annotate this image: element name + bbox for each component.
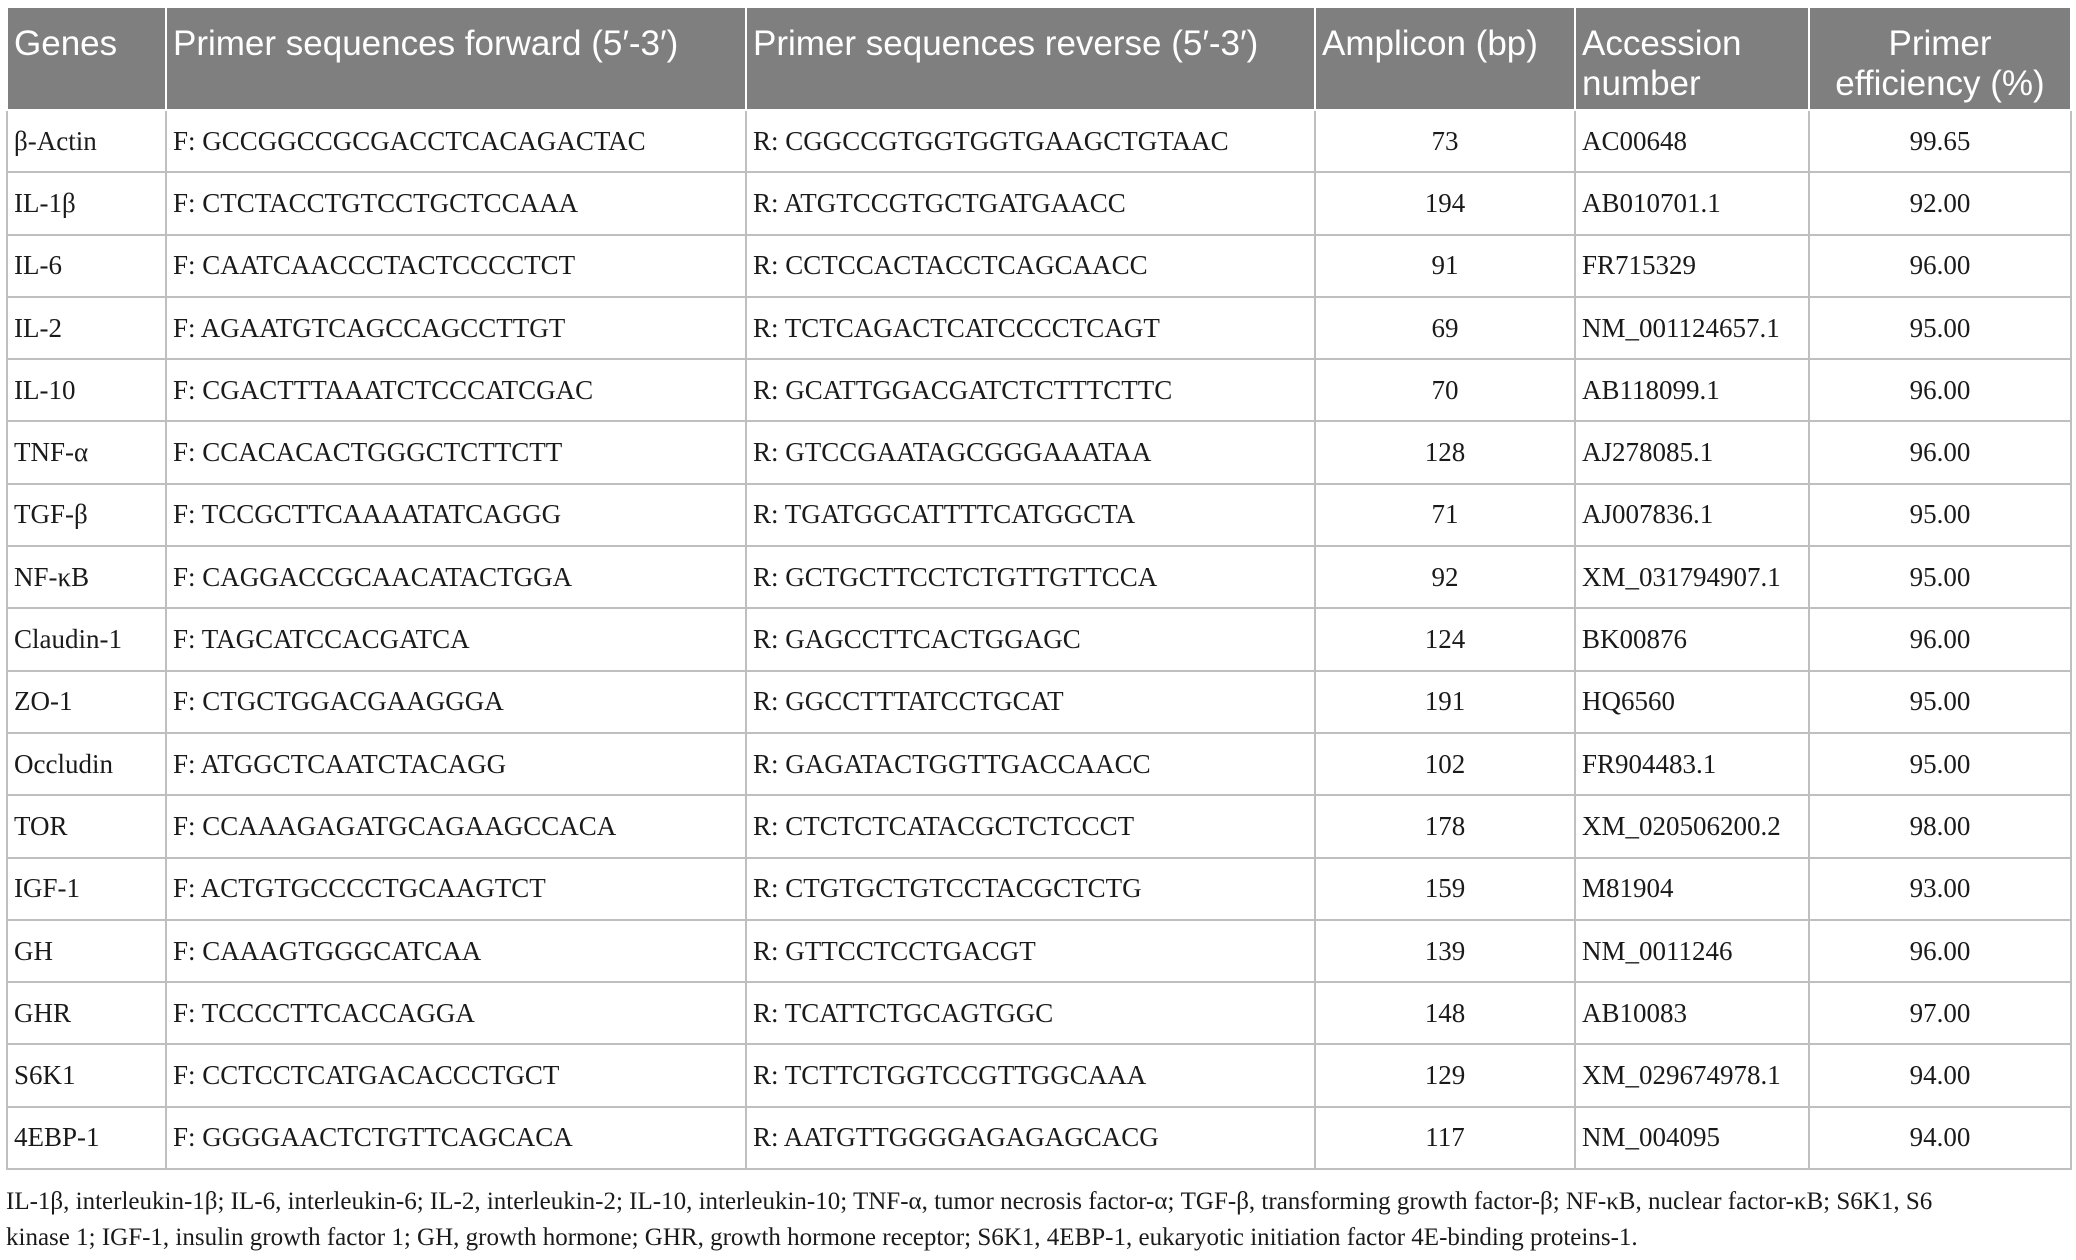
accession-cell: AJ278085.1 xyxy=(1575,421,1809,483)
accession-cell: XM_020506200.2 xyxy=(1575,795,1809,857)
forward-primer-cell: F: TAGCATCCACGATCA xyxy=(166,608,746,670)
forward-primer-cell: F: CTGCTGGACGAAGGGA xyxy=(166,671,746,733)
accession-cell: BK00876 xyxy=(1575,608,1809,670)
accession-cell: NM_0011246 xyxy=(1575,920,1809,982)
header-genes: Genes xyxy=(7,7,166,110)
forward-primer-cell: F: CAAAGTGGGCATCAA xyxy=(166,920,746,982)
forward-primer-cell: F: CCAAAGAGATGCAGAAGCCACA xyxy=(166,795,746,857)
reverse-primer-cell: R: ATGTCCGTGCTGATGAACC xyxy=(746,172,1315,234)
amplicon-cell: 178 xyxy=(1315,795,1575,857)
forward-primer-cell: F: CAATCAACCCTACTCCCCTCT xyxy=(166,235,746,297)
footnote-line1: IL-1β, interleukin-1β; IL-6, interleukin-6; IL-2, interleukin-2; IL-10, interleukin-10; TNF-α, tumor necrosis factor-α; TGF-β, transforming growth factor-β; NF-κB, nuclear factor-κB; S6K1, S6 xyxy=(6,1188,1933,1215)
table-row xyxy=(7,110,2071,172)
amplicon-cell: 139 xyxy=(1315,920,1575,982)
amplicon-cell: 71 xyxy=(1315,484,1575,546)
reverse-primer-cell: R: GAGATACTGGTTGACCAACC xyxy=(746,733,1315,795)
footnote-line2: kinase 1; IGF-1, insulin growth factor 1; GH, growth hormone; GHR, growth hormone receptor; S6K1, 4EBP-1, eukaryotic initiation factor 4E-binding proteins-1. xyxy=(6,1224,1638,1251)
reverse-primer-cell: R: GCATTGGACGATCTCTTTCTTC xyxy=(746,359,1315,421)
efficiency-cell: 95.00 xyxy=(1809,546,2071,608)
header-row xyxy=(7,7,2071,110)
table-footnote xyxy=(6,1184,2070,1256)
gene-cell: ZO-1 xyxy=(7,671,166,733)
accession-cell: NM_004095 xyxy=(1575,1107,1809,1169)
gene-cell: TOR xyxy=(7,795,166,857)
reverse-primer-cell: R: GAGCCTTCACTGGAGC xyxy=(746,608,1315,670)
accession-cell: AB10083 xyxy=(1575,982,1809,1044)
amplicon-cell: 92 xyxy=(1315,546,1575,608)
forward-primer-cell: F: CAGGACCGCAACATACTGGA xyxy=(166,546,746,608)
reverse-primer-cell: R: CTGTGCTGTCCTACGCTCTG xyxy=(746,858,1315,920)
accession-cell: HQ6560 xyxy=(1575,671,1809,733)
amplicon-cell: 117 xyxy=(1315,1107,1575,1169)
header-forward: Primer sequences forward (5′-3′) xyxy=(166,7,746,110)
gene-cell: S6K1 xyxy=(7,1044,166,1106)
forward-primer-cell: F: CCACACACTGGGCTCTTCTT xyxy=(166,421,746,483)
table-row xyxy=(7,608,2071,670)
reverse-primer-cell: R: TCTCAGACTCATCCCCTCAGT xyxy=(746,297,1315,359)
forward-primer-cell: F: ACTGTGCCCCTGCAAGTCT xyxy=(166,858,746,920)
forward-primer-cell: F: CTCTACCTGTCCTGCTCCAAA xyxy=(166,172,746,234)
header-amplicon: Amplicon (bp) xyxy=(1315,7,1575,110)
amplicon-cell: 191 xyxy=(1315,671,1575,733)
gene-cell: TNF-α xyxy=(7,421,166,483)
accession-cell: AJ007836.1 xyxy=(1575,484,1809,546)
header-reverse: Primer sequences reverse (5′-3′) xyxy=(746,7,1315,110)
efficiency-cell: 96.00 xyxy=(1809,920,2071,982)
accession-cell: FR715329 xyxy=(1575,235,1809,297)
gene-cell: IGF-1 xyxy=(7,858,166,920)
forward-primer-cell: F: GGGGAACTCTGTTCAGCACA xyxy=(166,1107,746,1169)
reverse-primer-cell: R: GTCCGAATAGCGGGAAATAA xyxy=(746,421,1315,483)
forward-primer-cell: F: AGAATGTCAGCCAGCCTTGT xyxy=(166,297,746,359)
reverse-primer-cell: R: TGATGGCATTTTCATGGCTA xyxy=(746,484,1315,546)
efficiency-cell: 96.00 xyxy=(1809,608,2071,670)
table-row xyxy=(7,1107,2071,1169)
gene-cell: Occludin xyxy=(7,733,166,795)
efficiency-cell: 95.00 xyxy=(1809,297,2071,359)
gene-cell: IL-6 xyxy=(7,235,166,297)
forward-primer-cell: F: TCCGCTTCAAAATATCAGGG xyxy=(166,484,746,546)
table-row xyxy=(7,172,2071,234)
reverse-primer-cell: R: TCATTCTGCAGTGGC xyxy=(746,982,1315,1044)
amplicon-cell: 73 xyxy=(1315,110,1575,172)
reverse-primer-cell: R: CTCTCTCATACGCTCTCCCT xyxy=(746,795,1315,857)
accession-cell: AB010701.1 xyxy=(1575,172,1809,234)
efficiency-cell: 99.65 xyxy=(1809,110,2071,172)
table-row xyxy=(7,484,2071,546)
gene-cell: IL-10 xyxy=(7,359,166,421)
header-efficiency xyxy=(1809,7,2071,110)
table-row xyxy=(7,858,2071,920)
reverse-primer-cell: R: CCTCCACTACCTCAGCAACC xyxy=(746,235,1315,297)
reverse-primer-cell: R: GGCCTTTATCCTGCAT xyxy=(746,671,1315,733)
efficiency-cell: 93.00 xyxy=(1809,858,2071,920)
efficiency-cell: 95.00 xyxy=(1809,733,2071,795)
header-efficiency-line1: Primer xyxy=(1888,24,1992,63)
table-row xyxy=(7,920,2071,982)
gene-cell: IL-2 xyxy=(7,297,166,359)
amplicon-cell: 91 xyxy=(1315,235,1575,297)
table-row xyxy=(7,546,2071,608)
gene-cell: Claudin-1 xyxy=(7,608,166,670)
accession-cell: M81904 xyxy=(1575,858,1809,920)
gene-cell: GH xyxy=(7,920,166,982)
accession-cell: FR904483.1 xyxy=(1575,733,1809,795)
table-row xyxy=(7,733,2071,795)
header-accession-line1: Accession xyxy=(1582,24,1742,63)
accession-cell: AC00648 xyxy=(1575,110,1809,172)
gene-cell: GHR xyxy=(7,982,166,1044)
forward-primer-cell: F: CCTCCTCATGACACCCTGCT xyxy=(166,1044,746,1106)
forward-primer-cell: F: TCCCCTTCACCAGGA xyxy=(166,982,746,1044)
efficiency-cell: 97.00 xyxy=(1809,982,2071,1044)
reverse-primer-cell: R: TCTTCTGGTCCGTTGGCAAA xyxy=(746,1044,1315,1106)
header-accession-line2: number xyxy=(1582,64,1701,103)
table-row xyxy=(7,982,2071,1044)
reverse-primer-cell: R: GCTGCTTCCTCTGTTGTTCCA xyxy=(746,546,1315,608)
amplicon-cell: 124 xyxy=(1315,608,1575,670)
efficiency-cell: 95.00 xyxy=(1809,484,2071,546)
reverse-primer-cell: R: GTTCCTCCTGACGT xyxy=(746,920,1315,982)
gene-cell: IL-1β xyxy=(7,172,166,234)
table-row xyxy=(7,795,2071,857)
accession-cell: XM_031794907.1 xyxy=(1575,546,1809,608)
accession-cell: AB118099.1 xyxy=(1575,359,1809,421)
table-row xyxy=(7,671,2071,733)
table-header xyxy=(7,7,2071,110)
efficiency-cell: 96.00 xyxy=(1809,421,2071,483)
gene-cell: β-Actin xyxy=(7,110,166,172)
table-row xyxy=(7,235,2071,297)
forward-primer-cell: F: CGACTTTAAATCTCCCATCGAC xyxy=(166,359,746,421)
accession-cell: NM_001124657.1 xyxy=(1575,297,1809,359)
reverse-primer-cell: R: CGGCCGTGGTGGTGAAGCTGTAAC xyxy=(746,110,1315,172)
table-row xyxy=(7,1044,2071,1106)
amplicon-cell: 159 xyxy=(1315,858,1575,920)
amplicon-cell: 102 xyxy=(1315,733,1575,795)
reverse-primer-cell: R: AATGTTGGGGAGAGAGCACG xyxy=(746,1107,1315,1169)
efficiency-cell: 96.00 xyxy=(1809,359,2071,421)
table-row xyxy=(7,297,2071,359)
amplicon-cell: 194 xyxy=(1315,172,1575,234)
amplicon-cell: 129 xyxy=(1315,1044,1575,1106)
efficiency-cell: 92.00 xyxy=(1809,172,2071,234)
table-body xyxy=(7,110,2071,1169)
forward-primer-cell: F: ATGGCTCAATCTACAGG xyxy=(166,733,746,795)
primer-table xyxy=(6,6,2072,1170)
amplicon-cell: 128 xyxy=(1315,421,1575,483)
amplicon-cell: 69 xyxy=(1315,297,1575,359)
amplicon-cell: 70 xyxy=(1315,359,1575,421)
efficiency-cell: 96.00 xyxy=(1809,235,2071,297)
forward-primer-cell: F: GCCGGCCGCGACCTCACAGACTAC xyxy=(166,110,746,172)
table-row xyxy=(7,359,2071,421)
efficiency-cell: 94.00 xyxy=(1809,1044,2071,1106)
header-efficiency-line2: efficiency (%) xyxy=(1835,64,2045,103)
gene-cell: TGF-β xyxy=(7,484,166,546)
header-accession xyxy=(1575,7,1809,110)
amplicon-cell: 148 xyxy=(1315,982,1575,1044)
efficiency-cell: 94.00 xyxy=(1809,1107,2071,1169)
gene-cell: NF-κB xyxy=(7,546,166,608)
gene-cell: 4EBP-1 xyxy=(7,1107,166,1169)
table-row xyxy=(7,421,2071,483)
efficiency-cell: 98.00 xyxy=(1809,795,2071,857)
efficiency-cell: 95.00 xyxy=(1809,671,2071,733)
accession-cell: XM_029674978.1 xyxy=(1575,1044,1809,1106)
